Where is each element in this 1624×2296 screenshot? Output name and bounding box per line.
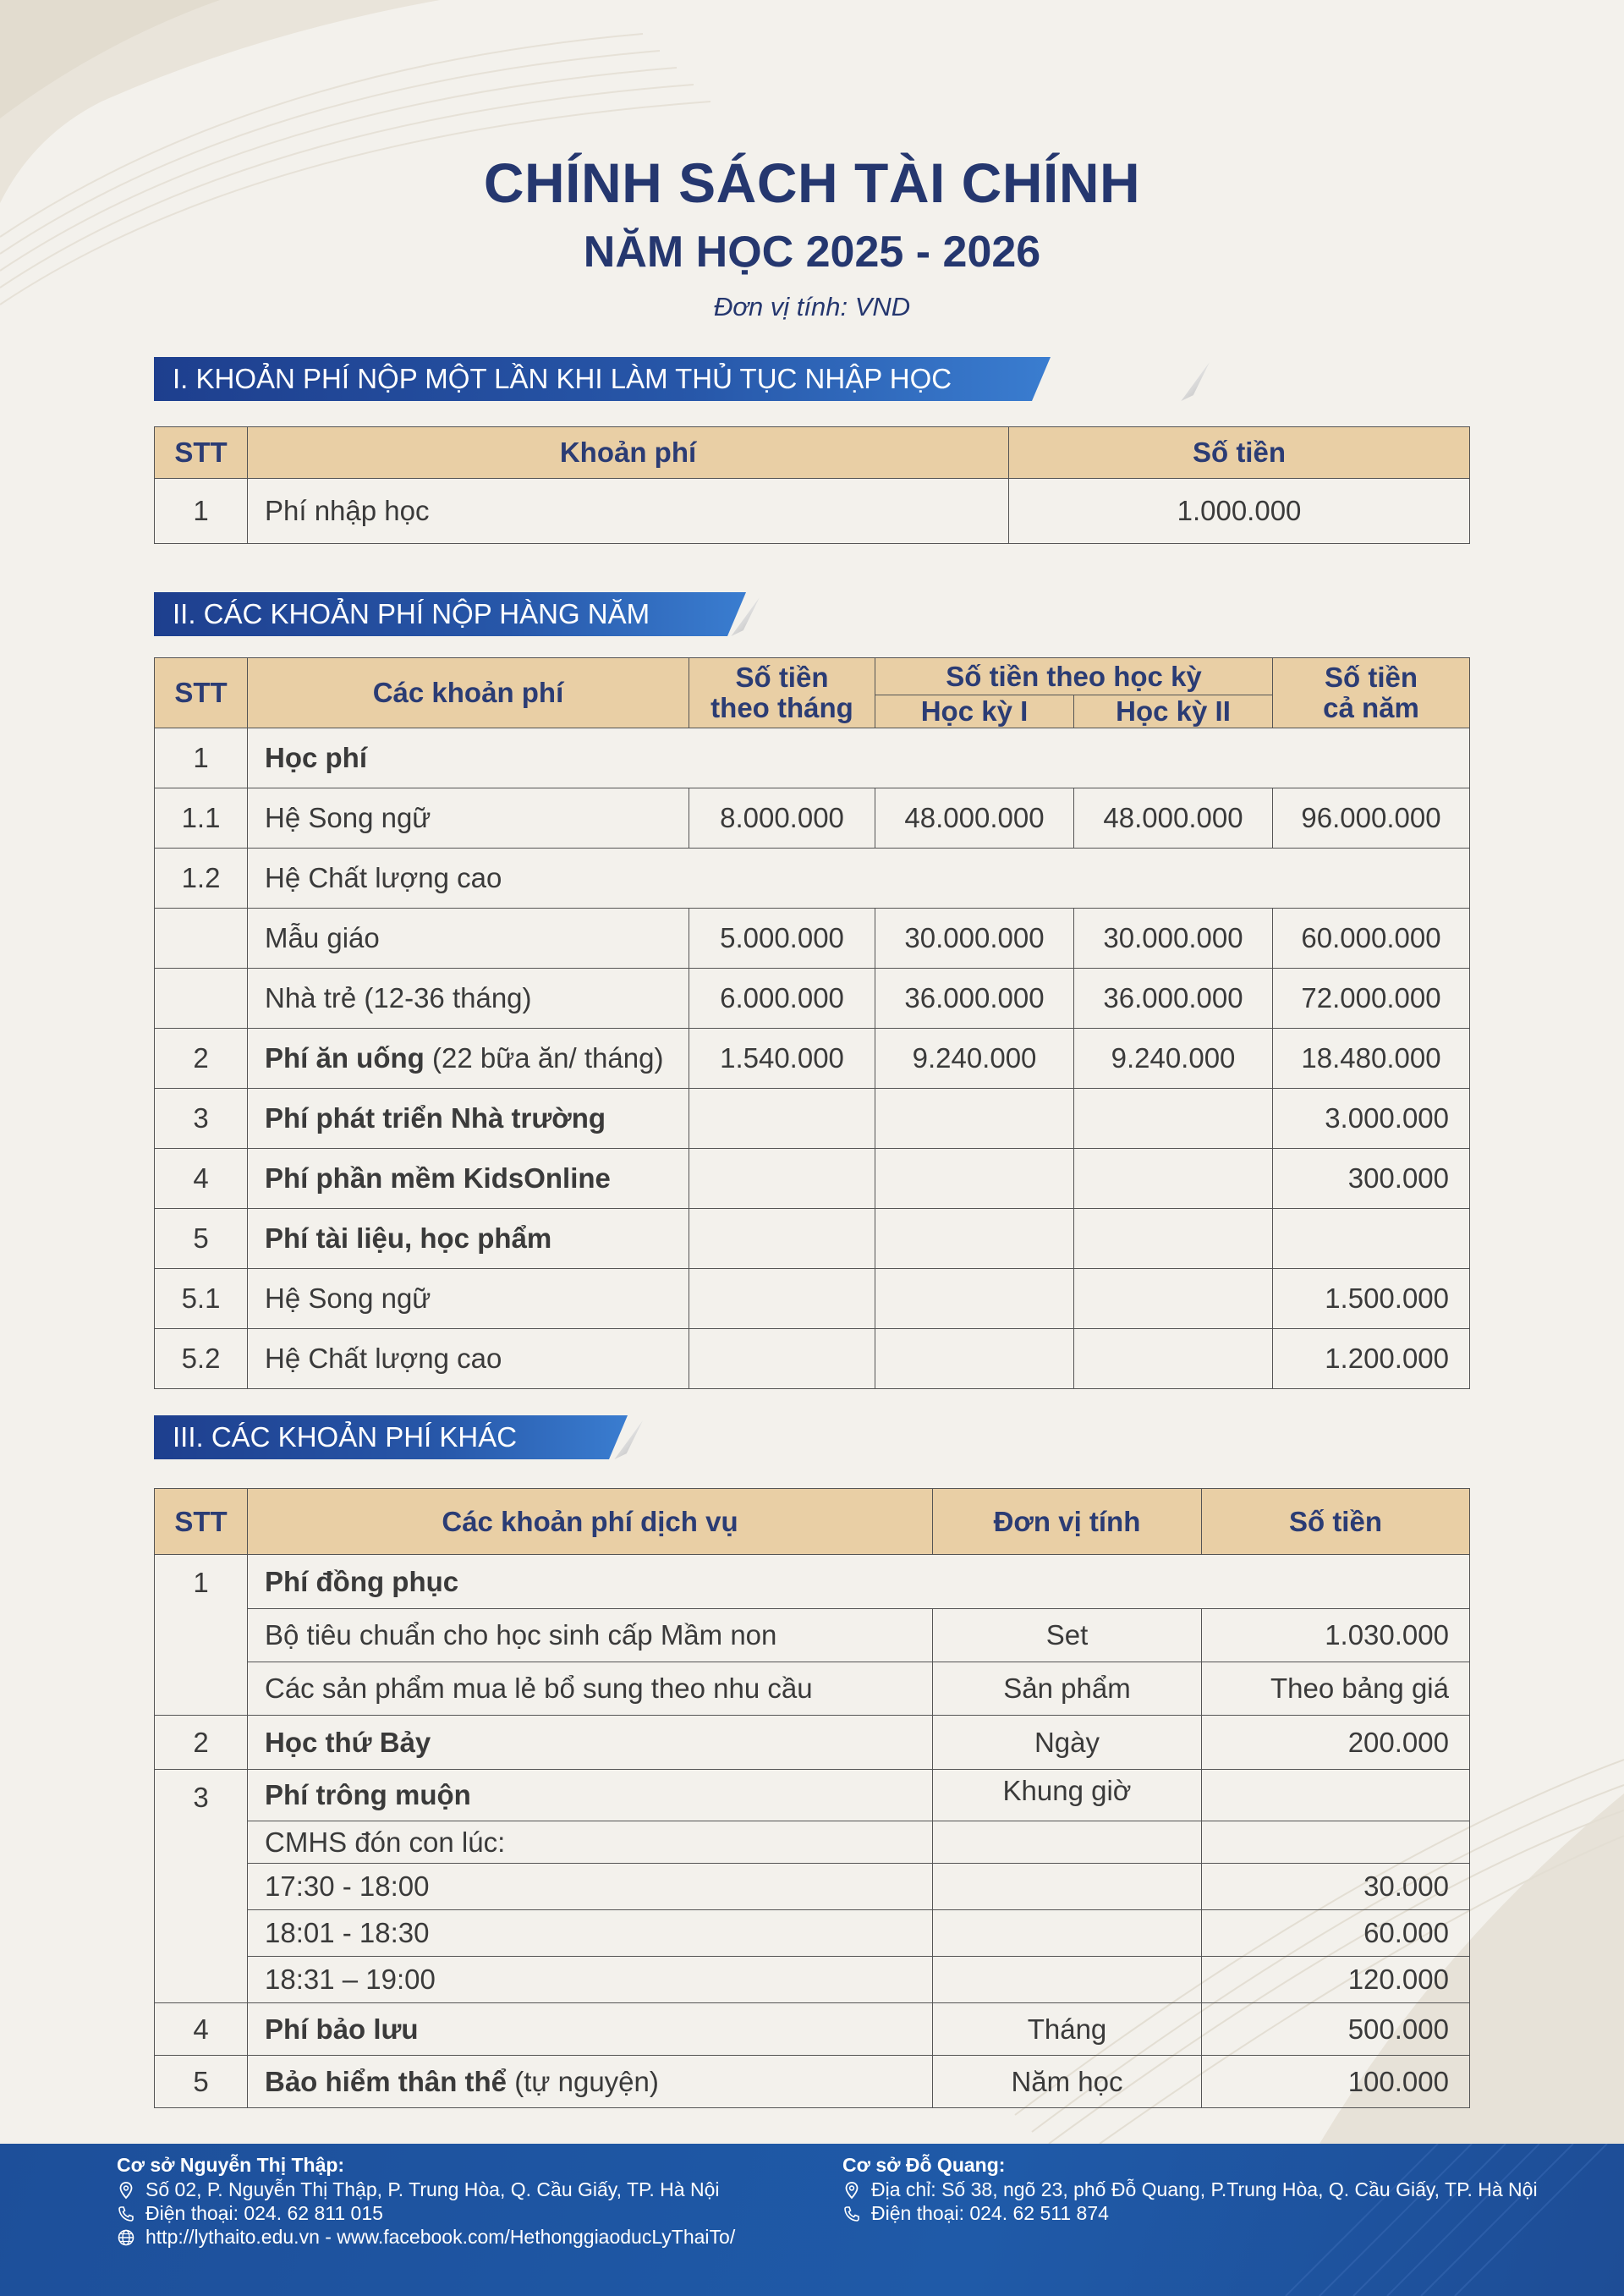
column-header: Số tiền: [1009, 427, 1470, 479]
row-stt: 1: [155, 1555, 248, 1716]
fee-amount: Theo bảng giá: [1202, 1662, 1470, 1716]
column-header-line: cả năm: [1323, 692, 1419, 723]
fee-unit: Ngày: [933, 1716, 1202, 1770]
time-slot: 18:01 - 18:30: [248, 1910, 933, 1957]
year-amount: 1.500.000: [1273, 1269, 1470, 1329]
fee-name: Phí phần mềm KidsOnline: [248, 1149, 689, 1209]
fee-unit: Set: [933, 1609, 1202, 1662]
year-amount: 3.000.000: [1273, 1089, 1470, 1149]
table-row: [155, 479, 1470, 544]
fee-name: Phí đồng phục: [248, 1555, 1470, 1609]
semester-1-amount: [875, 1209, 1074, 1269]
year-amount: 96.000.000: [1273, 788, 1470, 849]
fee-amount: 30.000: [1202, 1864, 1470, 1910]
fee-unit: Tháng: [933, 2003, 1202, 2056]
fee-amount: 1.000.000: [1009, 479, 1470, 544]
row-stt: 3: [155, 1770, 248, 2003]
row-stt: 2: [155, 1029, 248, 1089]
currency-unit: Đơn vị tính: VND: [713, 292, 911, 321]
year-amount: 60.000.000: [1273, 909, 1470, 969]
fee-amount: 1.030.000: [1202, 1609, 1470, 1662]
fee-name-extra: (22 bữa ăn/ tháng): [424, 1042, 664, 1074]
other-fee-table: [154, 1488, 1470, 2108]
section-3-title: III. CÁC KHOẢN PHÍ KHÁC: [173, 1421, 518, 1453]
campus-1-address: Số 02, P. Nguyễn Thị Thập, P. Trung Hòa, Q. Cầu Giấy, TP. Hà Nội: [145, 2178, 720, 2200]
fee-item: Bộ tiêu chuẩn cho học sinh cấp Mầm non: [248, 1609, 933, 1662]
empty-cell: [933, 1910, 1202, 1957]
table-row: [155, 788, 1470, 849]
table-row: [155, 969, 1470, 1029]
column-header: Các khoản phí dịch vụ: [248, 1489, 933, 1555]
fee-amount: 500.000: [1202, 2003, 1470, 2056]
semester-1-amount: [875, 1329, 1074, 1389]
year-amount: [1273, 1209, 1470, 1269]
monthly-amount: [689, 1329, 875, 1389]
location-pin-icon: [842, 2181, 861, 2200]
row-stt: 1: [155, 479, 248, 544]
table-row: [155, 1089, 1470, 1149]
semester-1-amount: 36.000.000: [875, 969, 1074, 1029]
campus-1-phone: Điện thoại: 024. 62 811 015: [145, 2202, 383, 2224]
fee-name: Học phí: [248, 728, 1470, 788]
table-row: [155, 2056, 1470, 2108]
table-row: [155, 1555, 1470, 1609]
campus-2-address-line: [842, 2178, 1538, 2201]
semester-2-amount: 36.000.000: [1074, 969, 1273, 1029]
campus-1-info: [117, 2152, 735, 2249]
year-amount: 72.000.000: [1273, 969, 1470, 1029]
table-row: [155, 1716, 1470, 1770]
row-stt: [155, 969, 248, 1029]
fee-note: CMHS đón con lúc:: [248, 1821, 933, 1864]
year-amount: 1.200.000: [1273, 1329, 1470, 1389]
table-row: [155, 728, 1470, 788]
fee-amount: 100.000: [1202, 2056, 1470, 2108]
fee-amount: 200.000: [1202, 1716, 1470, 1770]
section-1-title: I. KHOẢN PHÍ NỘP MỘT LẦN KHI LÀM THỦ TỤC NHẬP HỌC: [173, 363, 952, 394]
entry-fee-table: [154, 426, 1470, 544]
row-stt: 5: [155, 2056, 248, 2108]
table-row: [155, 1609, 1470, 1662]
campus-2-phone: Điện thoại: 024. 62 511 874: [871, 2202, 1109, 2224]
table-row: [155, 1770, 1470, 1821]
row-stt: 2: [155, 1716, 248, 1770]
page-subtitle: NĂM HỌC 2025 - 2026: [583, 228, 1041, 277]
fee-name: Hệ Chất lượng cao: [248, 1329, 689, 1389]
column-header: Các khoản phí: [248, 658, 689, 728]
table-row: [155, 2003, 1470, 2056]
table-row: [155, 849, 1470, 909]
fee-name: Hệ Chất lượng cao: [248, 849, 1470, 909]
fee-name: Phí nhập học: [248, 479, 1009, 544]
column-header: Học kỳ II: [1074, 695, 1273, 728]
semester-2-amount: [1074, 1269, 1273, 1329]
table-row: [155, 1864, 1470, 1910]
fee-unit: Năm học: [933, 2056, 1202, 2108]
empty-cell: [1202, 1821, 1470, 1864]
phone-icon: [117, 2205, 135, 2223]
semester-2-amount: [1074, 1149, 1273, 1209]
row-stt: 1.2: [155, 849, 248, 909]
fee-name: Hệ Song ngữ: [248, 1269, 689, 1329]
campus-1-address-line: [117, 2178, 735, 2201]
fee-amount: 120.000: [1202, 1957, 1470, 2003]
campus-1-web-line: [117, 2225, 735, 2249]
table-row: [155, 1149, 1470, 1209]
fee-name: Học thứ Bảy: [248, 1716, 933, 1770]
table-row: [155, 1662, 1470, 1716]
semester-1-amount: 9.240.000: [875, 1029, 1074, 1089]
row-stt: 4: [155, 1149, 248, 1209]
monthly-amount: [689, 1149, 875, 1209]
column-header: [1273, 658, 1470, 728]
semester-1-amount: [875, 1269, 1074, 1329]
row-stt: 1.1: [155, 788, 248, 849]
fee-name-bold: Phí ăn uống: [265, 1042, 425, 1074]
semester-1-amount: [875, 1149, 1074, 1209]
campus-1-name: Cơ sở Nguyễn Thị Thập:: [117, 2154, 345, 2176]
fee-name: Phí trông muộn: [248, 1770, 933, 1821]
column-header-line: theo tháng: [710, 692, 853, 723]
phone-icon: [842, 2205, 861, 2223]
fee-item: Các sản phẩm mua lẻ bổ sung theo nhu cầu: [248, 1662, 933, 1716]
semester-2-amount: [1074, 1089, 1273, 1149]
campus-1-web-links[interactable]: http://lythaito.edu.vn - www.facebook.com/HethonggiaoducLyThaiTo/: [145, 2226, 736, 2248]
column-header: Học kỳ I: [875, 695, 1074, 728]
monthly-amount: [689, 1269, 875, 1329]
fee-amount: [1202, 1770, 1470, 1821]
column-header: STT: [155, 1489, 248, 1555]
fee-name: [248, 2056, 933, 2108]
column-header-line: Số tiền: [735, 662, 829, 693]
column-header: Khoản phí: [248, 427, 1009, 479]
year-amount: 18.480.000: [1273, 1029, 1470, 1089]
column-header: Đơn vị tính: [933, 1489, 1202, 1555]
campus-2-phone-line: [842, 2201, 1538, 2225]
table-row: [155, 1910, 1470, 1957]
page-title: CHÍNH SÁCH TÀI CHÍNH: [483, 151, 1141, 214]
column-header: STT: [155, 427, 248, 479]
row-stt: [155, 909, 248, 969]
table-row: [155, 1209, 1470, 1269]
semester-1-amount: 30.000.000: [875, 909, 1074, 969]
campus-2-info: [842, 2152, 1538, 2225]
semester-2-amount: 30.000.000: [1074, 909, 1273, 969]
footer: [0, 2144, 1624, 2296]
column-header: STT: [155, 658, 248, 728]
monthly-amount: 8.000.000: [689, 788, 875, 849]
fee-amount: 60.000: [1202, 1910, 1470, 1957]
empty-cell: [933, 1821, 1202, 1864]
column-header: [689, 658, 875, 728]
row-stt: 5: [155, 1209, 248, 1269]
fee-name: Nhà trẻ (12-36 tháng): [248, 969, 689, 1029]
row-stt: 5.2: [155, 1329, 248, 1389]
monthly-amount: 5.000.000: [689, 909, 875, 969]
column-header: Số tiền theo học kỳ: [875, 658, 1273, 695]
semester-1-amount: 48.000.000: [875, 788, 1074, 849]
globe-icon: [117, 2228, 135, 2247]
fee-name: [248, 1029, 689, 1089]
annual-fee-table: [154, 657, 1470, 1389]
monthly-amount: [689, 1209, 875, 1269]
table-row: [155, 1821, 1470, 1864]
fee-name: Phí phát triển Nhà trường: [248, 1089, 689, 1149]
table-row: [155, 909, 1470, 969]
campus-2-name: Cơ sở Đỗ Quang:: [842, 2154, 1006, 2176]
column-header: Số tiền: [1202, 1489, 1470, 1555]
fee-name: Phí tài liệu, học phẩm: [248, 1209, 689, 1269]
campus-1-phone-line: [117, 2201, 735, 2225]
row-stt: 5.1: [155, 1269, 248, 1329]
fee-name: Hệ Song ngữ: [248, 788, 689, 849]
monthly-amount: 6.000.000: [689, 969, 875, 1029]
column-header-line: Số tiền: [1325, 662, 1418, 693]
row-stt: 1: [155, 728, 248, 788]
campus-2-address: Địa chỉ: Số 38, ngõ 23, phố Đỗ Quang, P.Trung Hòa, Q. Cầu Giấy, TP. Hà Nội: [871, 2178, 1538, 2200]
fee-unit: Sản phẩm: [933, 1662, 1202, 1716]
fee-name: Mẫu giáo: [248, 909, 689, 969]
semester-1-amount: [875, 1089, 1074, 1149]
semester-2-amount: 48.000.000: [1074, 788, 1273, 849]
fee-name: Phí bảo lưu: [248, 2003, 933, 2056]
row-stt: 4: [155, 2003, 248, 2056]
semester-2-amount: [1074, 1329, 1273, 1389]
table-row: [155, 1329, 1470, 1389]
time-slot: 17:30 - 18:00: [248, 1864, 933, 1910]
empty-cell: [933, 1864, 1202, 1910]
monthly-amount: [689, 1089, 875, 1149]
semester-2-amount: 9.240.000: [1074, 1029, 1273, 1089]
fee-name-extra: (tự nguyện): [507, 2065, 659, 2097]
monthly-amount: 1.540.000: [689, 1029, 875, 1089]
time-slot: 18:31 – 19:00: [248, 1957, 933, 2003]
section-2-title: II. CÁC KHOẢN PHÍ NỘP HÀNG NĂM: [173, 598, 650, 629]
table-row: [155, 1957, 1470, 2003]
fee-unit: Khung giờ: [933, 1770, 1202, 1821]
fee-name-bold: Bảo hiểm thân thể: [265, 2065, 508, 2097]
semester-2-amount: [1074, 1209, 1273, 1269]
empty-cell: [933, 1957, 1202, 2003]
year-amount: 300.000: [1273, 1149, 1470, 1209]
row-stt: 3: [155, 1089, 248, 1149]
location-pin-icon: [117, 2181, 135, 2200]
table-row: [155, 1029, 1470, 1089]
table-row: [155, 1269, 1470, 1329]
